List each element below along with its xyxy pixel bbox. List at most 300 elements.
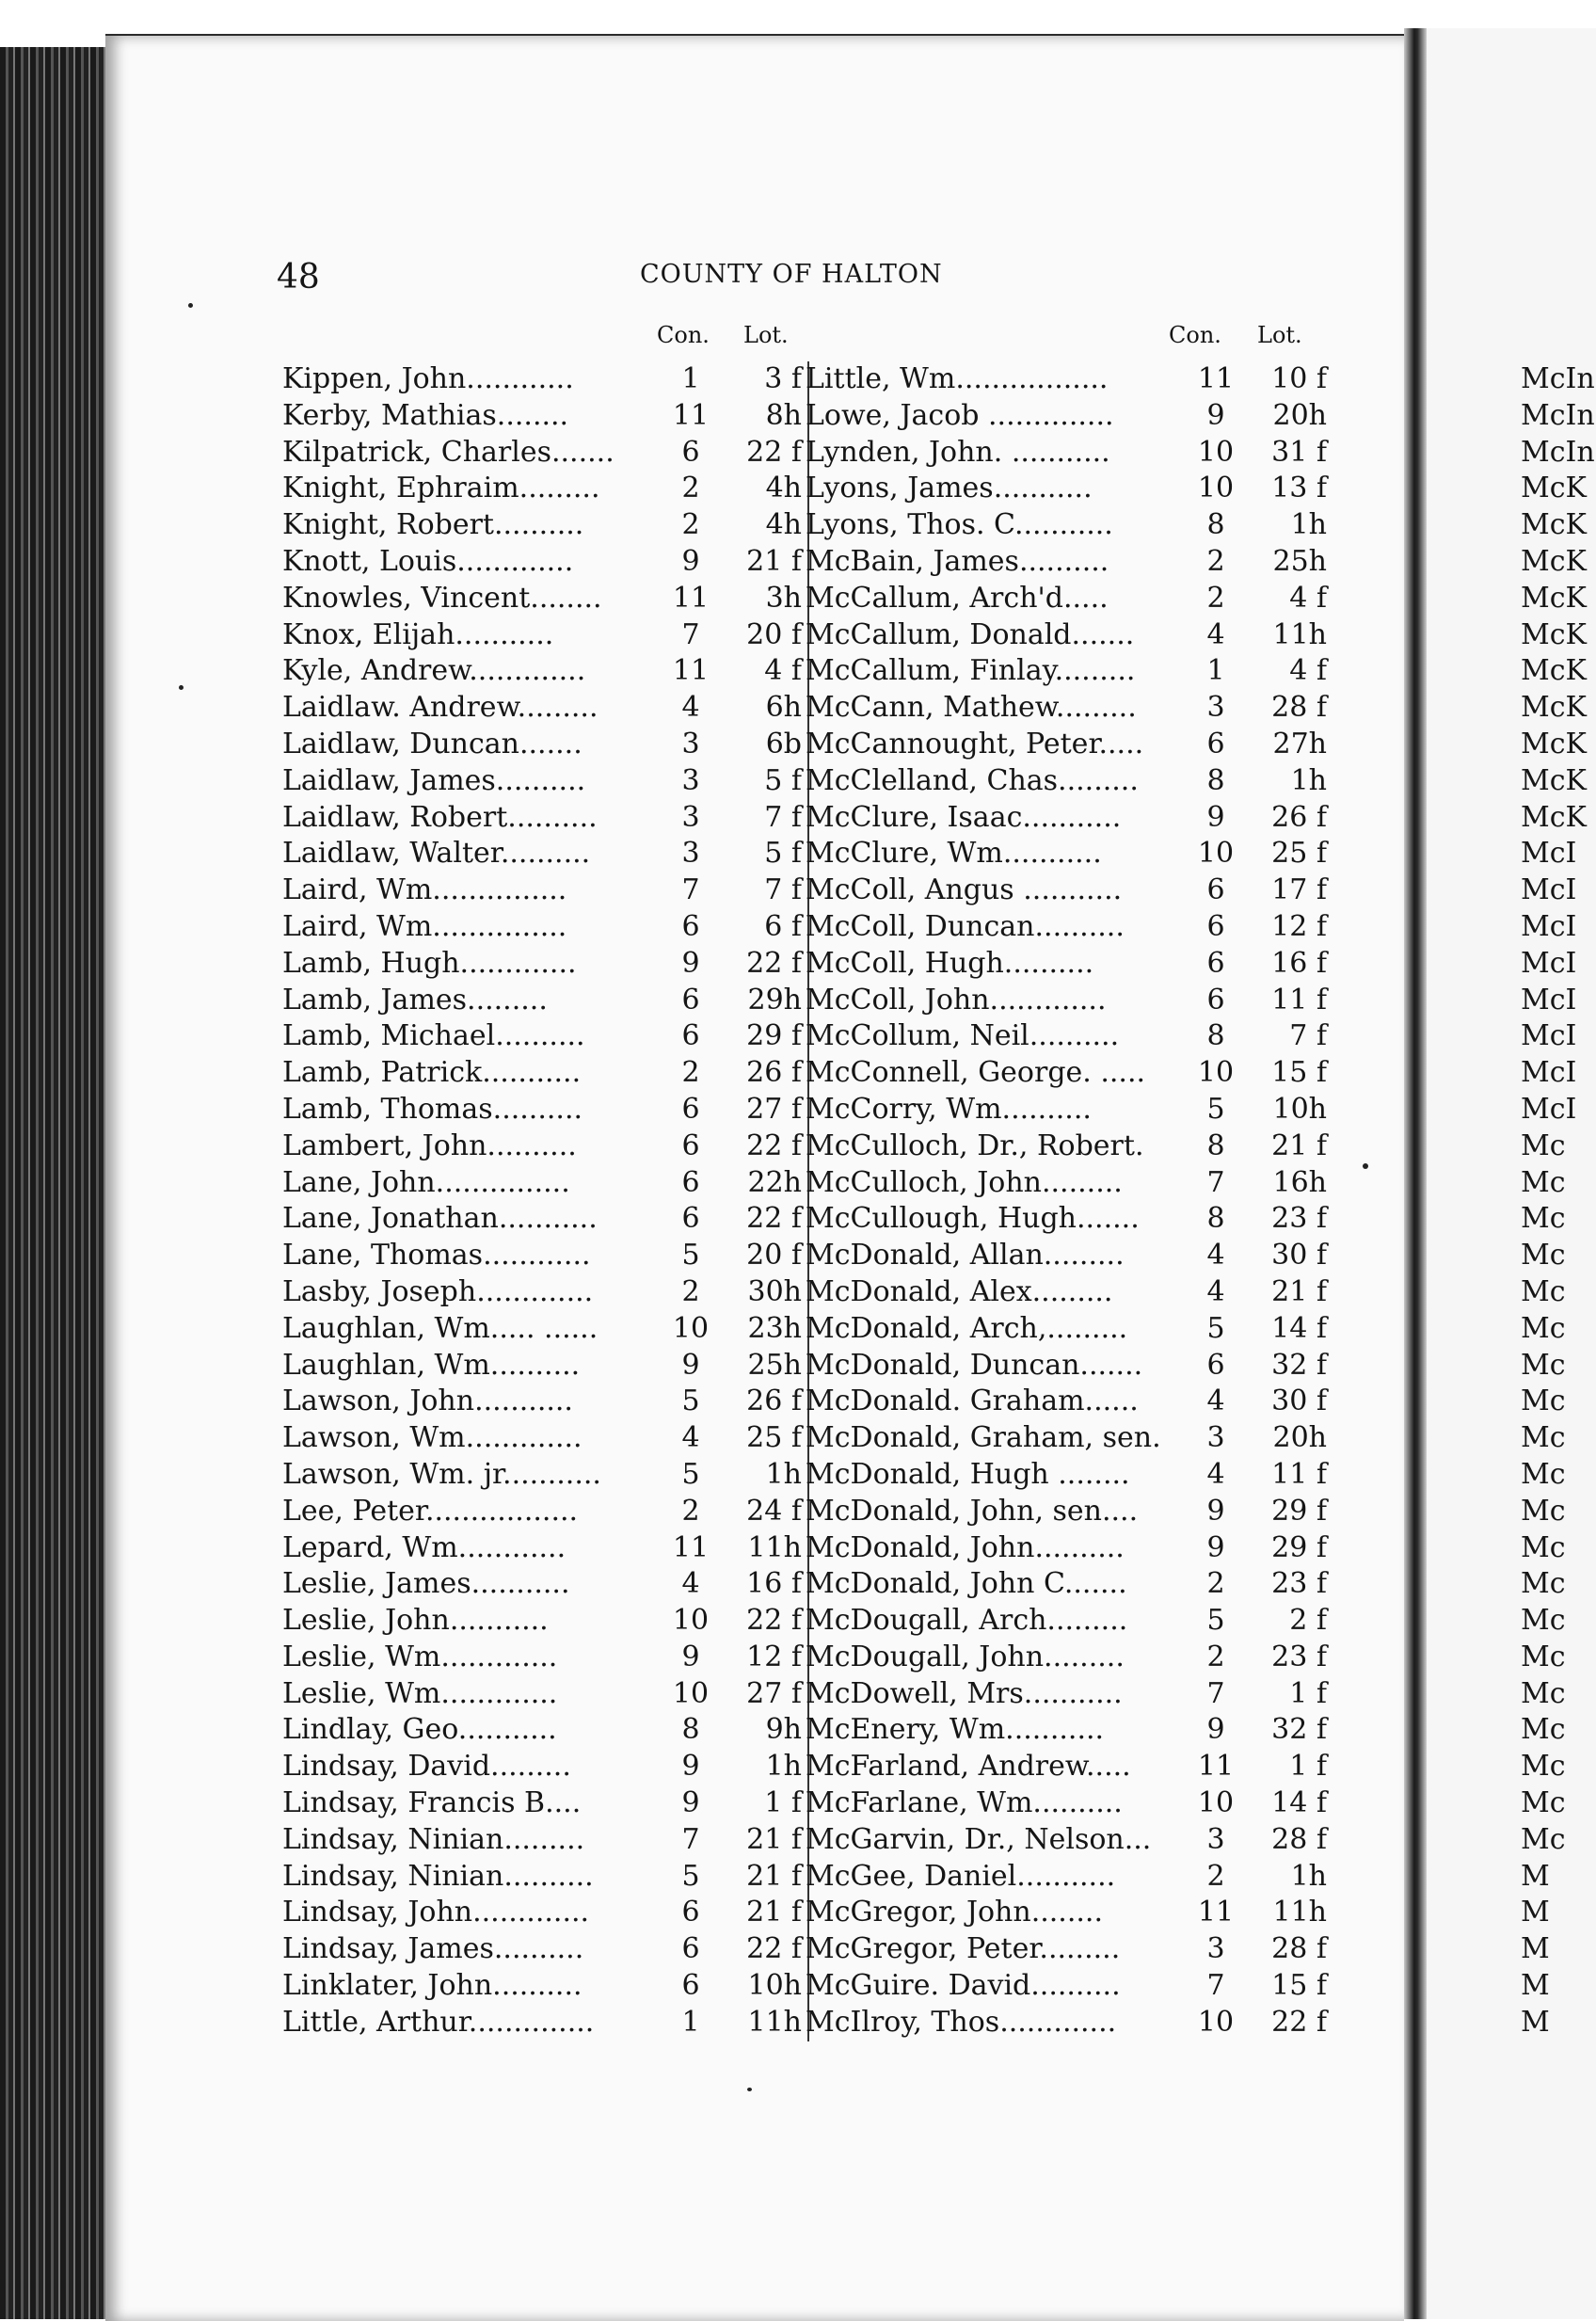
entry-lot: 23 f xyxy=(1271,1567,1327,1601)
entry-lot: 26 f xyxy=(746,1385,802,1418)
directory-entry xyxy=(806,1348,1333,1385)
directory-entry xyxy=(806,1311,1333,1348)
entry-name: McDonald. Graham...... xyxy=(806,1385,1139,1418)
entry-lot: 28 f xyxy=(1271,691,1327,725)
entry-lot: 27h xyxy=(1272,727,1327,760)
facing-entry-fragment xyxy=(1521,1931,1596,1968)
facing-entry-fragment xyxy=(1521,727,1596,763)
fragment-text: M xyxy=(1521,1932,1550,1966)
fragment-text: Mc xyxy=(1521,1567,1566,1601)
entry-name: McCallum, Finlay......... xyxy=(806,654,1136,688)
entry-concession: 9 xyxy=(1206,1530,1225,1564)
directory-entry xyxy=(806,1931,1333,1968)
fragment-text: McIn xyxy=(1521,398,1595,432)
entry-lot: 29 f xyxy=(1271,1530,1327,1564)
entry-concession: 6 xyxy=(681,1932,700,1966)
entry-lot: 15 f xyxy=(1271,1969,1327,2003)
facing-entry-fragment xyxy=(1521,1092,1596,1128)
entry-lot: 22 f xyxy=(1271,2005,1327,2039)
entry-lot: 1 f xyxy=(1289,1676,1327,1710)
entry-concession: 3 xyxy=(1206,1822,1225,1856)
facing-entry-fragment xyxy=(1521,1201,1596,1238)
fragment-text: McK xyxy=(1521,617,1587,651)
entry-name: McCallum, Donald....... xyxy=(806,617,1135,651)
entry-name: McDonald, John, sen.... xyxy=(806,1494,1139,1528)
entry-name: Leslie, James........... xyxy=(282,1567,570,1601)
entry-lot: 21 f xyxy=(746,1822,802,1856)
directory-entry xyxy=(806,1165,1333,1202)
facing-entry-fragment xyxy=(1521,909,1596,946)
entry-lot: 26 f xyxy=(746,1056,802,1090)
directory-entry xyxy=(806,800,1333,837)
directory-column-left xyxy=(282,361,809,2041)
fragment-text: Mc xyxy=(1521,1604,1566,1638)
entry-concession: 8 xyxy=(1206,1128,1225,1162)
entry-concession: 10 xyxy=(1197,1786,1235,1820)
directory-entry xyxy=(282,398,809,435)
entry-lot: 1h xyxy=(1290,1859,1327,1893)
entry-lot: 22 f xyxy=(746,1604,802,1638)
entry-lot: 23h xyxy=(747,1311,802,1345)
entry-concession: 2 xyxy=(681,472,700,505)
directory-entry xyxy=(282,617,809,654)
fragment-text: M xyxy=(1521,1896,1550,1929)
entry-lot: 1 f xyxy=(1289,1750,1327,1784)
entry-lot: 16 f xyxy=(746,1567,802,1601)
entry-concession: 7 xyxy=(1206,1969,1225,2003)
entry-concession: 5 xyxy=(681,1385,700,1418)
entry-name: McConnell, George. ..... xyxy=(806,1056,1146,1090)
directory-entry xyxy=(282,1530,809,1567)
directory-entry xyxy=(282,653,809,690)
facing-entry-fragment xyxy=(1521,617,1596,654)
entry-name: Lynden, John. ........... xyxy=(806,435,1110,469)
entry-lot: 22 f xyxy=(746,1128,802,1162)
facing-entry-fragment xyxy=(1521,690,1596,727)
entry-concession: 9 xyxy=(681,544,700,578)
facing-entry-fragment xyxy=(1521,1165,1596,1202)
entry-name: Laidlaw, James.......... xyxy=(282,763,586,797)
entry-concession: 7 xyxy=(681,1822,700,1856)
ink-speck xyxy=(188,303,193,308)
entry-lot: 29h xyxy=(747,983,802,1016)
facing-entry-fragment xyxy=(1521,1128,1596,1165)
entry-concession: 9 xyxy=(1206,1494,1225,1528)
entry-lot: 4 f xyxy=(1289,654,1327,688)
entry-concession: 10 xyxy=(1197,2005,1235,2039)
fragment-text: Mc xyxy=(1521,1311,1566,1345)
entry-concession: 10 xyxy=(672,1311,710,1345)
facing-entry-fragment xyxy=(1521,1640,1596,1676)
entry-concession: 7 xyxy=(1206,1165,1225,1199)
directory-entry xyxy=(282,1785,809,1822)
fragment-text: Mc xyxy=(1521,1202,1566,1236)
entry-name: Little, Arthur.............. xyxy=(282,2005,595,2039)
fragment-text: M xyxy=(1521,1969,1550,2003)
entry-lot: 1h xyxy=(1290,763,1327,797)
entry-concession: 2 xyxy=(681,508,700,542)
fragment-text: McK xyxy=(1521,691,1587,725)
directory-entry xyxy=(806,1018,1333,1055)
entry-concession: 6 xyxy=(681,909,700,943)
entry-name: Knox, Elijah........... xyxy=(282,617,554,651)
entry-concession: 2 xyxy=(1206,544,1225,578)
entry-lot: 7 f xyxy=(764,873,802,907)
entry-name: McGregor, Peter......... xyxy=(806,1932,1121,1966)
facing-entry-fragment xyxy=(1521,946,1596,983)
entry-concession: 11 xyxy=(672,654,710,688)
entry-name: McDonald, Duncan....... xyxy=(806,1348,1143,1382)
entry-lot: 25h xyxy=(1272,544,1327,578)
facing-entry-fragment xyxy=(1521,1895,1596,1931)
entry-lot: 22 f xyxy=(746,946,802,980)
entry-name: Knowles, Vincent........ xyxy=(282,581,602,615)
entry-lot: 20 f xyxy=(746,1239,802,1273)
entry-lot: 7 f xyxy=(764,800,802,834)
directory-entry xyxy=(282,1566,809,1603)
directory-entry xyxy=(806,1201,1333,1238)
entry-lot: 11 f xyxy=(1271,983,1327,1016)
directory-entry xyxy=(806,763,1333,800)
directory-entry xyxy=(806,1238,1333,1274)
facing-entry-fragment xyxy=(1521,471,1596,507)
entry-concession: 10 xyxy=(672,1676,710,1710)
directory-entry xyxy=(806,1822,1333,1859)
directory-entry xyxy=(806,1640,1333,1676)
entry-name: McCann, Mathew......... xyxy=(806,691,1137,725)
entry-lot: 4h xyxy=(765,472,802,505)
entry-concession: 2 xyxy=(1206,581,1225,615)
facing-entry-fragment xyxy=(1521,1311,1596,1348)
entry-name: Kilpatrick, Charles....... xyxy=(282,435,614,469)
directory-entry xyxy=(282,983,809,1019)
directory-entry xyxy=(806,1712,1333,1749)
fragment-text: McI xyxy=(1521,873,1577,907)
entry-concession: 3 xyxy=(681,800,700,834)
entry-lot: 32 f xyxy=(1271,1713,1327,1747)
entry-concession: 8 xyxy=(1206,508,1225,542)
fragment-text: Mc xyxy=(1521,1348,1566,1382)
directory-entry xyxy=(282,909,809,946)
entry-lot: 6 f xyxy=(764,909,802,943)
entry-concession: 6 xyxy=(681,1896,700,1929)
directory-entry xyxy=(806,946,1333,983)
entry-concession: 2 xyxy=(1206,1640,1225,1673)
directory-entry xyxy=(806,1530,1333,1567)
directory-entry xyxy=(806,1494,1333,1530)
entry-lot: 12 f xyxy=(746,1640,802,1673)
ink-speck xyxy=(1363,1163,1368,1169)
entry-name: McColl, Duncan.......... xyxy=(806,909,1125,943)
directory-entry xyxy=(282,2005,809,2041)
book-spine-edge xyxy=(0,47,105,2319)
entry-concession: 2 xyxy=(681,1494,700,1528)
entry-concession: 6 xyxy=(1206,946,1225,980)
entry-concession: 4 xyxy=(1206,617,1225,651)
entry-name: Lindsay, Francis B.... xyxy=(282,1786,582,1820)
entry-name: Kippen, John............ xyxy=(282,362,574,395)
entry-lot: 30h xyxy=(747,1274,802,1308)
directory-entry xyxy=(282,1092,809,1128)
entry-name: Lindsay, James.......... xyxy=(282,1932,584,1966)
directory-entry xyxy=(282,727,809,763)
fragment-text: Mc xyxy=(1521,1676,1566,1710)
entry-lot: 16 f xyxy=(1271,946,1327,980)
fragment-text: Mc xyxy=(1521,1274,1566,1308)
entry-name: Lyons, Thos. C........... xyxy=(806,508,1113,542)
entry-name: McGuire. David.......... xyxy=(806,1969,1121,2003)
entry-lot: 22h xyxy=(747,1165,802,1199)
fragment-text: Mc xyxy=(1521,1457,1566,1491)
entry-concession: 11 xyxy=(1197,1750,1235,1784)
entry-name: Lamb, Hugh............. xyxy=(282,946,577,980)
facing-entry-fragment xyxy=(1521,763,1596,800)
entry-concession: 8 xyxy=(1206,1202,1225,1236)
entry-concession: 10 xyxy=(1197,435,1235,469)
facing-entry-fragment xyxy=(1521,1968,1596,2005)
entry-concession: 4 xyxy=(681,1421,700,1455)
fragment-text: Mc xyxy=(1521,1530,1566,1564)
facing-entry-fragment xyxy=(1521,1859,1596,1896)
facing-entry-fragment xyxy=(1521,1018,1596,1055)
entry-name: McGarvin, Dr., Nelson... xyxy=(806,1822,1152,1856)
entry-name: Laughlan, Wm.......... xyxy=(282,1348,581,1382)
entry-concession: 9 xyxy=(681,1750,700,1784)
entry-concession: 2 xyxy=(681,1274,700,1308)
entry-lot: 29 f xyxy=(746,1019,802,1053)
entry-concession: 11 xyxy=(672,581,710,615)
entry-name: Kerby, Mathias........ xyxy=(282,398,569,432)
entry-name: McCulloch, Dr., Robert. xyxy=(806,1128,1144,1162)
entry-concession: 5 xyxy=(1206,1092,1225,1126)
entry-lot: 20h xyxy=(1272,1421,1327,1455)
con-header-middle: Con. xyxy=(1169,322,1221,348)
entry-name: McCullough, Hugh....... xyxy=(806,1202,1140,1236)
entry-name: McCorry, Wm.......... xyxy=(806,1092,1092,1126)
fragment-text: McI xyxy=(1521,1019,1577,1053)
entry-concession: 6 xyxy=(681,1969,700,2003)
directory-entry xyxy=(806,1749,1333,1785)
entry-lot: 17 f xyxy=(1271,873,1327,907)
directory-entry xyxy=(282,1712,809,1749)
entry-name: McDonald, John C....... xyxy=(806,1567,1127,1601)
con-header-left: Con. xyxy=(657,322,710,348)
ink-speck xyxy=(179,685,184,690)
entry-name: Lawson, John........... xyxy=(282,1385,573,1418)
entry-name: McColl, Hugh.......... xyxy=(806,946,1094,980)
directory-entry xyxy=(282,1420,809,1457)
entry-concession: 6 xyxy=(1206,727,1225,760)
fragment-text: M xyxy=(1521,1859,1550,1893)
entry-name: Leslie, John........... xyxy=(282,1604,549,1638)
directory-entry xyxy=(282,581,809,617)
entry-name: Lane, Jonathan........... xyxy=(282,1202,598,1236)
entry-concession: 3 xyxy=(681,727,700,760)
directory-entry xyxy=(806,1128,1333,1165)
fragment-text: M xyxy=(1521,2005,1550,2039)
entry-lot: 25h xyxy=(747,1348,802,1382)
entry-name: Lasby, Joseph............. xyxy=(282,1274,594,1308)
entry-concession: 10 xyxy=(672,1604,710,1638)
entry-concession: 6 xyxy=(1206,909,1225,943)
entry-lot: 30 f xyxy=(1271,1385,1327,1418)
entry-lot: 4 f xyxy=(764,654,802,688)
directory-entry xyxy=(282,800,809,837)
directory-entry xyxy=(806,690,1333,727)
entry-name: McClure, Wm........... xyxy=(806,837,1102,871)
entry-concession: 5 xyxy=(681,1457,700,1491)
fragment-text: McK xyxy=(1521,581,1587,615)
entry-lot: 22 f xyxy=(746,1932,802,1966)
entry-name: Knott, Louis............. xyxy=(282,544,574,578)
entry-concession: 5 xyxy=(681,1859,700,1893)
fragment-text: McIn xyxy=(1521,435,1595,469)
directory-entry xyxy=(282,1895,809,1931)
directory-entry xyxy=(806,1968,1333,2005)
entry-lot: 23 f xyxy=(1271,1640,1327,1673)
entry-lot: 10h xyxy=(1272,1092,1327,1126)
entry-concession: 2 xyxy=(1206,1567,1225,1601)
entry-lot: 22 f xyxy=(746,1202,802,1236)
entry-concession: 1 xyxy=(681,2005,700,2039)
facing-entry-fragment xyxy=(1521,1712,1596,1749)
entry-lot: 25 f xyxy=(746,1421,802,1455)
facing-entry-fragment xyxy=(1521,1530,1596,1567)
directory-entry xyxy=(282,872,809,909)
entry-concession: 11 xyxy=(672,1530,710,1564)
entry-lot: 31 f xyxy=(1271,435,1327,469)
entry-lot: 5 f xyxy=(764,837,802,871)
directory-entry xyxy=(282,1384,809,1420)
facing-entry-fragment xyxy=(1521,800,1596,837)
fragment-text: McI xyxy=(1521,983,1577,1016)
directory-entry xyxy=(282,1968,809,2005)
fragment-text: Mc xyxy=(1521,1494,1566,1528)
entry-name: McFarland, Andrew..... xyxy=(806,1750,1131,1784)
running-head: COUNTY OF HALTON xyxy=(640,260,943,289)
directory-entry xyxy=(282,1859,809,1896)
entry-concession: 8 xyxy=(681,1713,700,1747)
entry-name: McCulloch, John......... xyxy=(806,1165,1123,1199)
entry-name: Lindsay, David......... xyxy=(282,1750,571,1784)
facing-entry-fragment xyxy=(1521,653,1596,690)
entry-concession: 11 xyxy=(1197,1896,1235,1929)
entry-lot: 21 f xyxy=(1271,1128,1327,1162)
fragment-text: McI xyxy=(1521,946,1577,980)
entry-lot: 14 f xyxy=(1271,1311,1327,1345)
directory-entry xyxy=(282,471,809,507)
entry-concession: 7 xyxy=(1206,1676,1225,1710)
entry-concession: 7 xyxy=(681,617,700,651)
lot-header-left: Lot. xyxy=(743,322,789,348)
facing-entry-fragment xyxy=(1521,1494,1596,1530)
fragment-text: Mc xyxy=(1521,1786,1566,1820)
fragment-text: McK xyxy=(1521,544,1587,578)
entry-name: McColl, John............. xyxy=(806,983,1107,1016)
entry-lot: 1h xyxy=(1290,508,1327,542)
directory-entry xyxy=(806,1566,1333,1603)
directory-entry xyxy=(806,581,1333,617)
fragment-text: McI xyxy=(1521,837,1577,871)
directory-entry xyxy=(806,435,1333,472)
entry-name: Lawson, Wm. jr........... xyxy=(282,1457,601,1491)
entry-concession: 3 xyxy=(1206,691,1225,725)
fragment-text: Mc xyxy=(1521,1713,1566,1747)
directory-entry xyxy=(806,653,1333,690)
directory-column-middle xyxy=(806,361,1333,2041)
page-gutter xyxy=(1404,28,1427,2319)
directory-entry xyxy=(806,872,1333,909)
entry-name: McDowell, Mrs........... xyxy=(806,1676,1123,1710)
entry-concession: 1 xyxy=(681,362,700,395)
facing-entry-fragment xyxy=(1521,361,1596,398)
directory-entry xyxy=(282,1749,809,1785)
directory-entry xyxy=(806,471,1333,507)
fragment-text: McK xyxy=(1521,508,1587,542)
entry-name: McDougall, John......... xyxy=(806,1640,1125,1673)
entry-concession: 7 xyxy=(681,873,700,907)
entry-name: Laidlaw. Andrew......... xyxy=(282,691,598,725)
entry-concession: 8 xyxy=(1206,1019,1225,1053)
entry-concession: 10 xyxy=(1197,472,1235,505)
facing-entry-fragment xyxy=(1521,1603,1596,1640)
entry-concession: 3 xyxy=(681,763,700,797)
entry-concession: 5 xyxy=(1206,1311,1225,1345)
directory-entry xyxy=(282,1640,809,1676)
directory-entry xyxy=(282,1676,809,1713)
entry-name: McDonald, Arch,......... xyxy=(806,1311,1128,1345)
directory-entry xyxy=(282,361,809,398)
directory-column-facing xyxy=(1521,361,1596,2041)
directory-entry xyxy=(282,690,809,727)
entry-name: Lamb, Thomas.......... xyxy=(282,1092,583,1126)
entry-name: Laird, Wm............... xyxy=(282,909,567,943)
entry-name: Little, Wm................. xyxy=(806,362,1109,395)
entry-concession: 9 xyxy=(1206,800,1225,834)
directory-entry xyxy=(806,983,1333,1019)
entry-name: Laidlaw, Robert.......... xyxy=(282,800,598,834)
directory-entry xyxy=(806,1457,1333,1494)
entry-name: McDonald, Hugh ........ xyxy=(806,1457,1130,1491)
directory-entry xyxy=(282,1018,809,1055)
entry-name: McDonald, Alex......... xyxy=(806,1274,1113,1308)
entry-name: McDonald, Graham, sen. xyxy=(806,1421,1161,1455)
facing-entry-fragment xyxy=(1521,1457,1596,1494)
entry-concession: 6 xyxy=(681,435,700,469)
entry-lot: 1 f xyxy=(764,1786,802,1820)
entry-name: Lee, Peter................. xyxy=(282,1494,579,1528)
entry-lot: 20 f xyxy=(746,617,802,651)
lot-header-middle: Lot. xyxy=(1257,322,1302,348)
fragment-text: Mc xyxy=(1521,1239,1566,1273)
entry-lot: 11h xyxy=(747,1530,802,1564)
entry-concession: 6 xyxy=(1206,1348,1225,1382)
directory-entry xyxy=(806,2005,1333,2041)
facing-entry-fragment xyxy=(1521,2005,1596,2041)
facing-entry-fragment xyxy=(1521,435,1596,472)
directory-entry xyxy=(806,1676,1333,1713)
directory-entry xyxy=(806,507,1333,544)
fragment-text: McK xyxy=(1521,800,1587,834)
entry-name: McCallum, Arch'd..... xyxy=(806,581,1109,615)
directory-entry xyxy=(806,1859,1333,1896)
entry-concession: 6 xyxy=(681,1128,700,1162)
entry-name: Lyons, James........... xyxy=(806,472,1093,505)
directory-entry xyxy=(806,909,1333,946)
directory-entry xyxy=(806,544,1333,581)
entry-name: McIlroy, Thos............. xyxy=(806,2005,1117,2039)
fragment-text: McK xyxy=(1521,727,1587,760)
